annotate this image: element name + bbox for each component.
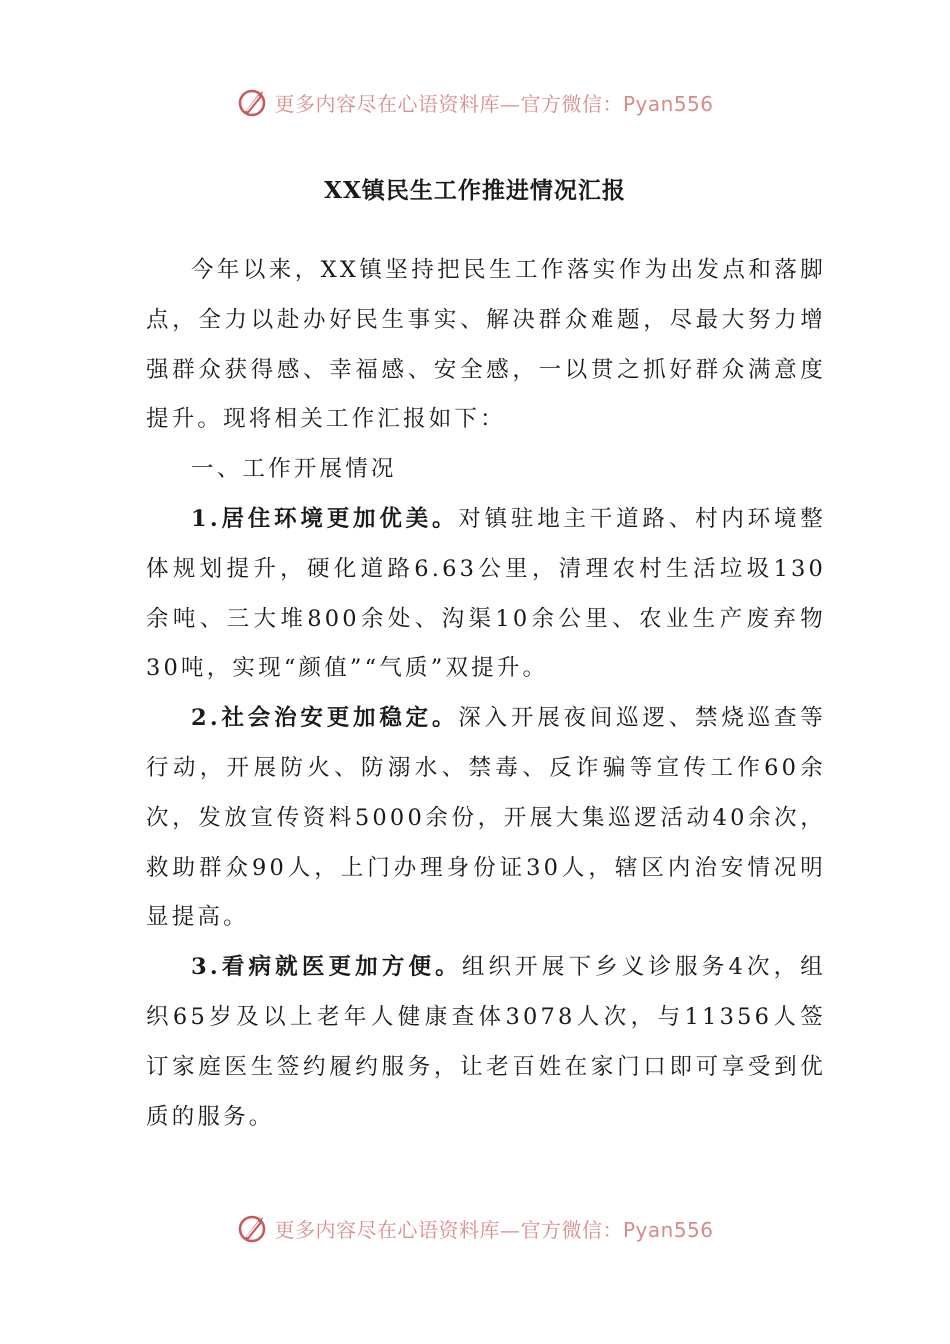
document-body [146, 246, 826, 1142]
document-title: XX镇民生工作推进情况汇报 [324, 177, 626, 204]
item-body: 组织开展下乡义诊服务4次，组织65岁及以上老年人健康查体3078人次，与11356人签订家庭医生签约履约服务，让老百姓在家门口即可享受到优质的服务。 [146, 954, 826, 1130]
item-body: 对镇驻地主干道路、村内环境整体规划提升，硬化道路6.63公里，清理农村生活垃圾130余吨、三大堆800余处、沟渠10余公里、农业生产废弃物30吨，实现“颜值”“气质”双提升。 [146, 505, 826, 682]
item-paragraph [146, 943, 826, 1142]
pen-nib-circle-icon [236, 1211, 270, 1245]
intro-paragraph: 今年以来，XX镇坚持把民生工作落实作为出发点和落脚点，全力以赴办好民生事实、解决群众难题，尽最大努力增强群众获得感、幸福感、安全感，一以贯之抓好群众满意度提升。现将相关工作汇报如下： [146, 257, 826, 433]
watermark-wechat-id: Pyan556 [622, 91, 714, 116]
watermark-text: 更多内容尽在心语资料库—官方微信：Pyan556 [274, 91, 714, 116]
watermark-wechat-id: Pyan556 [622, 1217, 714, 1242]
pen-nib-circle-icon [236, 85, 270, 119]
item-body: 深入开展夜间巡逻、禁烧巡查等行动，开展防火、防溺水、禁毒、反诈骗等宣传工作60余次，发放宣传资料5000余份，开展大集巡逻活动40余次，救助群众90人，上门办理身份证30人，辖区内治安情况明显提高。 [146, 705, 826, 931]
header-watermark [0, 82, 950, 122]
footer-watermark [0, 1208, 950, 1248]
item-lead: 1.居住环境更加优美。 [191, 505, 459, 532]
item-lead: 2.社会治安更加稳定。 [191, 705, 459, 732]
item-paragraph [146, 694, 826, 943]
item-paragraph [146, 495, 826, 694]
item-lead: 3.看病就医更加方便。 [191, 954, 462, 981]
watermark-text: 更多内容尽在心语资料库—官方微信：Pyan556 [274, 1217, 714, 1242]
section-heading: 一、工作开展情况 [191, 456, 397, 483]
